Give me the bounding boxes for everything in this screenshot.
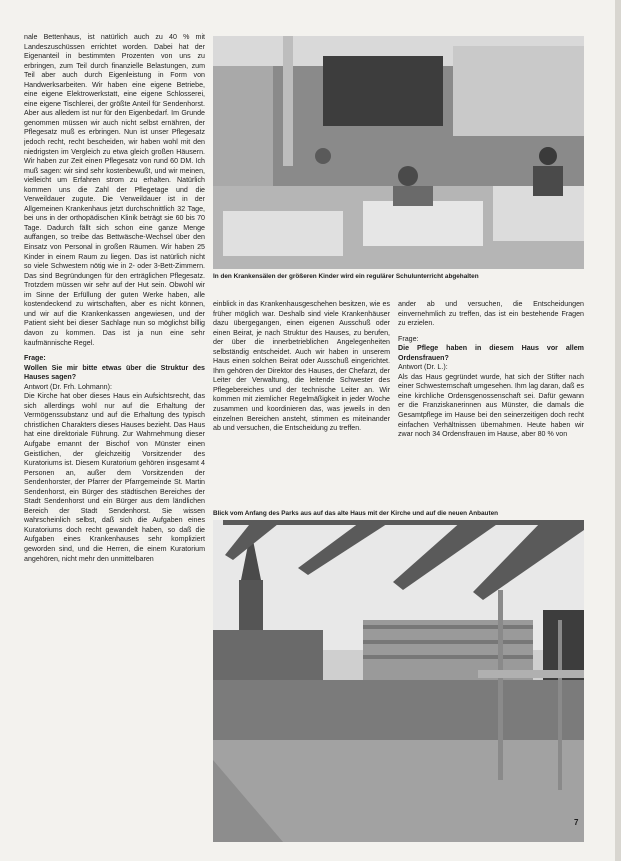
page-number: 7 — [574, 818, 579, 827]
body-paragraph: einblick in das Krankenhausgeschehen besitzen, wie es früher möglich war. Deshalb sind viele Krankenhäuser dazu übergegangen, einen eigenen Ausschuß oder einen Beirat, je nach Struktur des Hauses, zu berufen, der über die innerbetrieblichen Angelegenheiten selbständig entscheidet. Auch wir haben in unserem Haus einen solchen Beirat oder Ausschuß eingerichtet. Ihm gehören der Direktor des Hauses, der Chefarzt, der Leiter der Verwaltung, die leitende Schwester des Pflegebereiches und der technische Leiter an. Wir kommen mit ziemlicher Regelmäßigkeit in jeder Woche zusammen und koordinieren das, was jeweils in den einzelnen Bereichen ansteht, stimmen es miteinander ab und versuchen, die Entscheidung zu treffen. — [213, 300, 390, 433]
photo-park-and-buildings-image — [213, 520, 584, 842]
answer-label: Antwort (Dr. Frh. Lohmann): — [24, 382, 112, 391]
answer-text: Die Kirche hat ober dieses Haus ein Aufsichtsrecht, das sich allerdings wohl nur auf die Erhaltung der Vermögenssubstanz und auf die Erhaltung des typisch christlichen Charakters dieses Hauses bezieht. Das Haus hat eine direktoriale Führung. Zur Wahrnehmung dieser Aufgabe ernannt der Bischof von Münster einen Geistlichen, der gleichzeitig Vorsitzender des Kuratoriums ist. Diesem Kuratorium gehören insgesamt 4 Personen an, außer dem Vorsitzenden der Sendenhorster, der Pfarrer der Pfarrgemeinde St. Martin Sendenhorst, ein Bürger des städtischen Bereiches der Stadt Sendenhorst und ein Bürger aus dem ländlichen Bereich der Stadt Sendenhorst. Sie wissen wahrscheinlich selbst, daß sich die Aufgaben eines Kuratoriums doch recht gewandelt haben, so daß die Aufgaben eines Krankenhauses sehr kompliziert geworden sind, und die Herren, die einem Kuratorium angehören, nicht mehr den unmittelbaren — [24, 392, 205, 563]
text-column-right — [398, 300, 584, 500]
text-column-left — [24, 33, 205, 837]
question-label: Frage: — [24, 354, 46, 363]
photo-childrens-ward-image — [213, 36, 584, 269]
photo-caption-top: In den Krankensälen der größeren Kinder wird ein regulärer Schulunterricht abgehalten — [213, 273, 479, 280]
body-paragraph: nale Bettenhaus, ist natürlich auch zu 40 % mit Landeszuschüssen errichtet worden. Dabei hat der Eigenanteil in bestimmten Prozenten von uns zu erbringen, zum Teil durch finanzielle Belastungen, zum Teil aber auch durch Eigenleistung in Form von Handwerksarbeiten. Wir haben eine eigene Betriebe, eine eigene Elektrowerkstatt, eine eigene Schlosserei, eine eigene Tischlerei, der größte Anteil für Sendenhorst. Aber aus alledem ist nur für den Eigenbedarf. Im Grunde genommen müssen wir auch nicht selbst ernähren, der Pflegesatz muß es erbringen. Nun ist unser Pflegesatz jedoch recht, recht bescheiden, wir haben wohl mit den niedrigsten im Vergleich zu etwa gleich großen Häusern. Wir haben zur Zeit einen Pflegesatz von rund 60 DM. Ich muß sagen: wir sind sehr kostenbewußt, und wir meinen, vielleicht um Erfahren strom zu erhalten. Natürlich kommen uns die Zahl der Pflegetage und die Verweildauer zugute. Die Verweildauer ist in der Allgemeinen Krankenhaus jetzt durchschnittlich 32 Tage, bei uns in der orthopädischen Klinik beträgt sie 60 bis 70 Tage. Dadurch fällt sich schon eine ganze Menge auffangen, so treibe das Bettwäsche-Wechsel über den Einsatz von Personal in großen Räumen. Wir haben 25 Kinder in einem Raum zu liegen. Das ist natürlich nicht so viele Schwestern nötig wie in 2- oder 3-Bett-Zimmern. Das sind Begründungen für den erträglichen Pflegesatz. Trotzdem müssen wir sehr auf der Hut sein. Obwohl wir im Sinne der Erfüllung der guten Werke haben, alle kostendeckend zu wirtschaften, aber es nicht können, und wir auf die Krankenkassen angewiesen, und der Patient sieht bei dieser Sachlage nun so möglichst billig davon zu kommen. Das ist ja nun eine sehr kaufmännische Regel. — [24, 33, 205, 347]
photo-park-and-buildings — [213, 520, 584, 842]
answer-label: Antwort (Dr. L.): — [398, 363, 448, 372]
question-text: Wollen Sie mir bitte etwas über die Struktur des Hauses sagen? — [24, 363, 205, 382]
body-paragraph: ander ab und versuchen, die Entscheidungen einvernehmlich zu treffen, das ist ein bestehende Fragen zu erzielen. — [398, 300, 584, 328]
question-label: Frage: — [398, 334, 419, 343]
answer-text: Als das Haus gegründet wurde, hat sich der Stifter nach einer Schwesternschaft umgesehen. Ihm lag daran, daß es eine kirchliche Ordensgenossenschaft sei. Dafür gewann er die Franziskanerinnen aus Münster, die damals die Gesamtpflege im Hause bei den seinerzeitigen doch recht einfachen Verhältnissen übernahmen. Heute haben wir zwar noch 34 Ordensfrauen im Hause, aber 80 % von — [398, 372, 584, 439]
page-edge — [615, 0, 621, 861]
photo-caption-bottom: Blick vom Anfang des Parks aus auf das alte Haus mit der Kirche und auf die neuen Anbauten — [213, 510, 499, 517]
question-text: Die Pflege haben in diesem Haus vor allem Ordensfrauen? — [398, 344, 584, 362]
photo-childrens-ward — [213, 36, 584, 269]
text-column-middle — [213, 300, 390, 500]
